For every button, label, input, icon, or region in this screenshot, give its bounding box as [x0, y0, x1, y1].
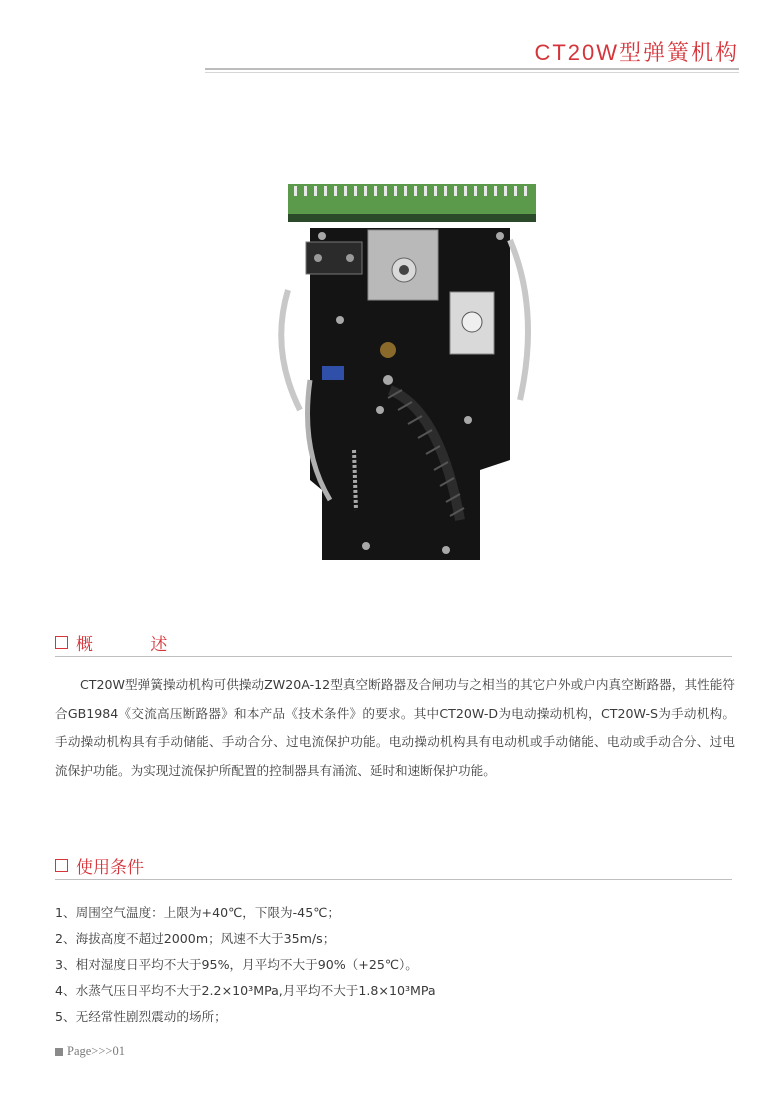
page-footer	[55, 1044, 125, 1059]
list-item: 1、周围空气温度：上限为+40℃，下限为-45℃；	[55, 905, 340, 920]
header-divider	[205, 68, 739, 70]
section-heading-overview: 概 述	[55, 630, 730, 655]
list-item: 5、无经常性剧烈震动的场所；	[55, 1009, 227, 1024]
product-photo	[270, 170, 542, 570]
section-divider	[55, 879, 732, 880]
section-heading-conditions: 使用条件	[55, 853, 730, 878]
page-title: CT20W型弹簧机构	[534, 40, 739, 65]
list-item: 2、海拔高度不超过2000m；风速不大于35m/s；	[55, 931, 336, 946]
square-bullet-icon	[55, 636, 68, 649]
list-item: 3、相对湿度日平均不大于95%，月平均不大于90%（+25℃）。	[55, 957, 418, 972]
overview-paragraph: CT20W型弹簧操动机构可供操动ZW20A-12型真空断路器及合闸功与之相当的其它户外或户内真空断路器，其性能符合GB1984《交流高压断路器》和本产品《技术条件》的要求。其中CT20W-D为电动操动机构，CT20W-S为手动机构。手动操动机构具有手动储能、手动合分、过电流保护功能。电动操动机构具有电动机或手动储能、电动或手动合分、过电流保护功能。为实现过流保护所配置的控制器具有涌流、延时和速断保护功能。	[55, 677, 735, 778]
square-bullet-icon	[55, 859, 68, 872]
header-divider-thin	[205, 72, 739, 73]
section-divider	[55, 656, 732, 657]
list-item: 4、水蒸气压日平均不大于2.2×10³MPa,月平均不大于1.8×10³MPa	[55, 983, 436, 998]
square-marker-icon	[55, 1048, 63, 1056]
conditions-list	[55, 900, 735, 1030]
page-number: Page>>>01	[67, 1044, 125, 1058]
